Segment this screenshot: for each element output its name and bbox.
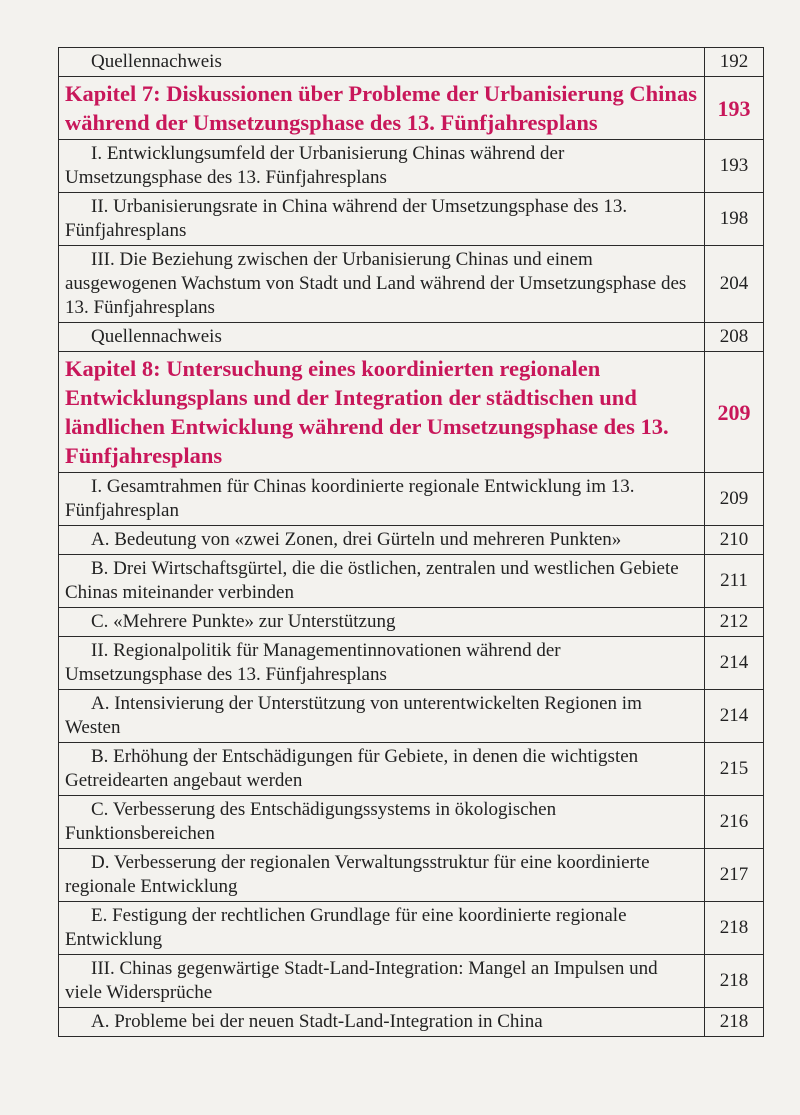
toc-row bbox=[59, 902, 764, 955]
toc-row bbox=[59, 473, 764, 526]
toc-row bbox=[59, 637, 764, 690]
toc-row bbox=[59, 140, 764, 193]
toc-row bbox=[59, 323, 764, 352]
page-number: 198 bbox=[705, 193, 764, 246]
toc-row bbox=[59, 690, 764, 743]
entry-title: E. Festigung der rechtlichen Grundlage für eine koordinierte regionale Entwicklung bbox=[59, 902, 705, 955]
entry-title: I. Entwicklungsumfeld der Urbanisierung Chinas während der Umsetzungsphase des 13. Fünfjahresplans bbox=[59, 140, 705, 193]
entry-title: II. Urbanisierungsrate in China während der Umsetzungsphase des 13. Fünfjahresplans bbox=[59, 193, 705, 246]
page-number: 209 bbox=[705, 473, 764, 526]
page-number: 208 bbox=[705, 323, 764, 352]
page-number: 214 bbox=[705, 690, 764, 743]
page-number: 212 bbox=[705, 608, 764, 637]
page-number: 211 bbox=[705, 555, 764, 608]
toc-body bbox=[59, 48, 764, 1037]
toc-row bbox=[59, 193, 764, 246]
page-number: 217 bbox=[705, 849, 764, 902]
entry-title: B. Drei Wirtschaftsgürtel, die die östlichen, zentralen und westlichen Gebiete Chinas miteinander verbinden bbox=[59, 555, 705, 608]
toc-row bbox=[59, 48, 764, 77]
entry-title: A. Probleme bei der neuen Stadt-Land-Integration in China bbox=[59, 1008, 705, 1037]
toc-row bbox=[59, 955, 764, 1008]
page-number: 214 bbox=[705, 637, 764, 690]
entry-title: III. Chinas gegenwärtige Stadt-Land-Integration: Mangel an Impulsen und viele Widersprüche bbox=[59, 955, 705, 1008]
page-number: 218 bbox=[705, 955, 764, 1008]
page-number: 193 bbox=[705, 140, 764, 193]
entry-title: B. Erhöhung der Entschädigungen für Gebiete, in denen die wichtigsten Getreidearten angebaut werden bbox=[59, 743, 705, 796]
entry-title: A. Intensivierung der Unterstützung von unterentwickelten Regionen im Westen bbox=[59, 690, 705, 743]
page-number: 216 bbox=[705, 796, 764, 849]
chapter-title: Kapitel 7: Diskussionen über Probleme der Urbanisierung Chinas während der Umsetzungsphase des 13. Fünfjahresplans bbox=[59, 77, 705, 140]
toc-row bbox=[59, 743, 764, 796]
toc-row bbox=[59, 246, 764, 323]
chapter-title: Kapitel 8: Untersuchung eines koordinierten regionalen Entwicklungsplans und der Integration der städtischen und ländlichen Entwicklung während der Umsetzungsphase des 13. Fünfjahresplans bbox=[59, 352, 705, 473]
entry-title: II. Regionalpolitik für Managementinnovationen während der Umsetzungsphase des 13. Fünfjahresplans bbox=[59, 637, 705, 690]
page-number: 218 bbox=[705, 902, 764, 955]
toc-row bbox=[59, 796, 764, 849]
chapter-row bbox=[59, 77, 764, 140]
page-number: 204 bbox=[705, 246, 764, 323]
entry-title: D. Verbesserung der regionalen Verwaltungsstruktur für eine koordinierte regionale Entwicklung bbox=[59, 849, 705, 902]
entry-title: A. Bedeutung von «zwei Zonen, drei Gürteln und mehreren Punkten» bbox=[59, 526, 705, 555]
page-number: 210 bbox=[705, 526, 764, 555]
toc-row bbox=[59, 608, 764, 637]
page-number: 193 bbox=[705, 77, 764, 140]
entry-title: Quellennachweis bbox=[59, 48, 705, 77]
entry-title: C. «Mehrere Punkte» zur Unterstützung bbox=[59, 608, 705, 637]
entry-title: Quellennachweis bbox=[59, 323, 705, 352]
table-of-contents bbox=[58, 47, 764, 1037]
entry-title: III. Die Beziehung zwischen der Urbanisierung Chinas und einem ausgewogenen Wachstum von Stadt und Land während der Umsetzungsphase des 13. Fünfjahresplans bbox=[59, 246, 705, 323]
page-number: 192 bbox=[705, 48, 764, 77]
page-number: 209 bbox=[705, 352, 764, 473]
page-number: 215 bbox=[705, 743, 764, 796]
entry-title: C. Verbesserung des Entschädigungssystems in ökologischen Funktionsbereichen bbox=[59, 796, 705, 849]
toc-row bbox=[59, 1008, 764, 1037]
toc-row bbox=[59, 526, 764, 555]
page-number: 218 bbox=[705, 1008, 764, 1037]
toc-row bbox=[59, 849, 764, 902]
chapter-row bbox=[59, 352, 764, 473]
entry-title: I. Gesamtrahmen für Chinas koordinierte regionale Entwicklung im 13. Fünfjahresplan bbox=[59, 473, 705, 526]
toc-row bbox=[59, 555, 764, 608]
